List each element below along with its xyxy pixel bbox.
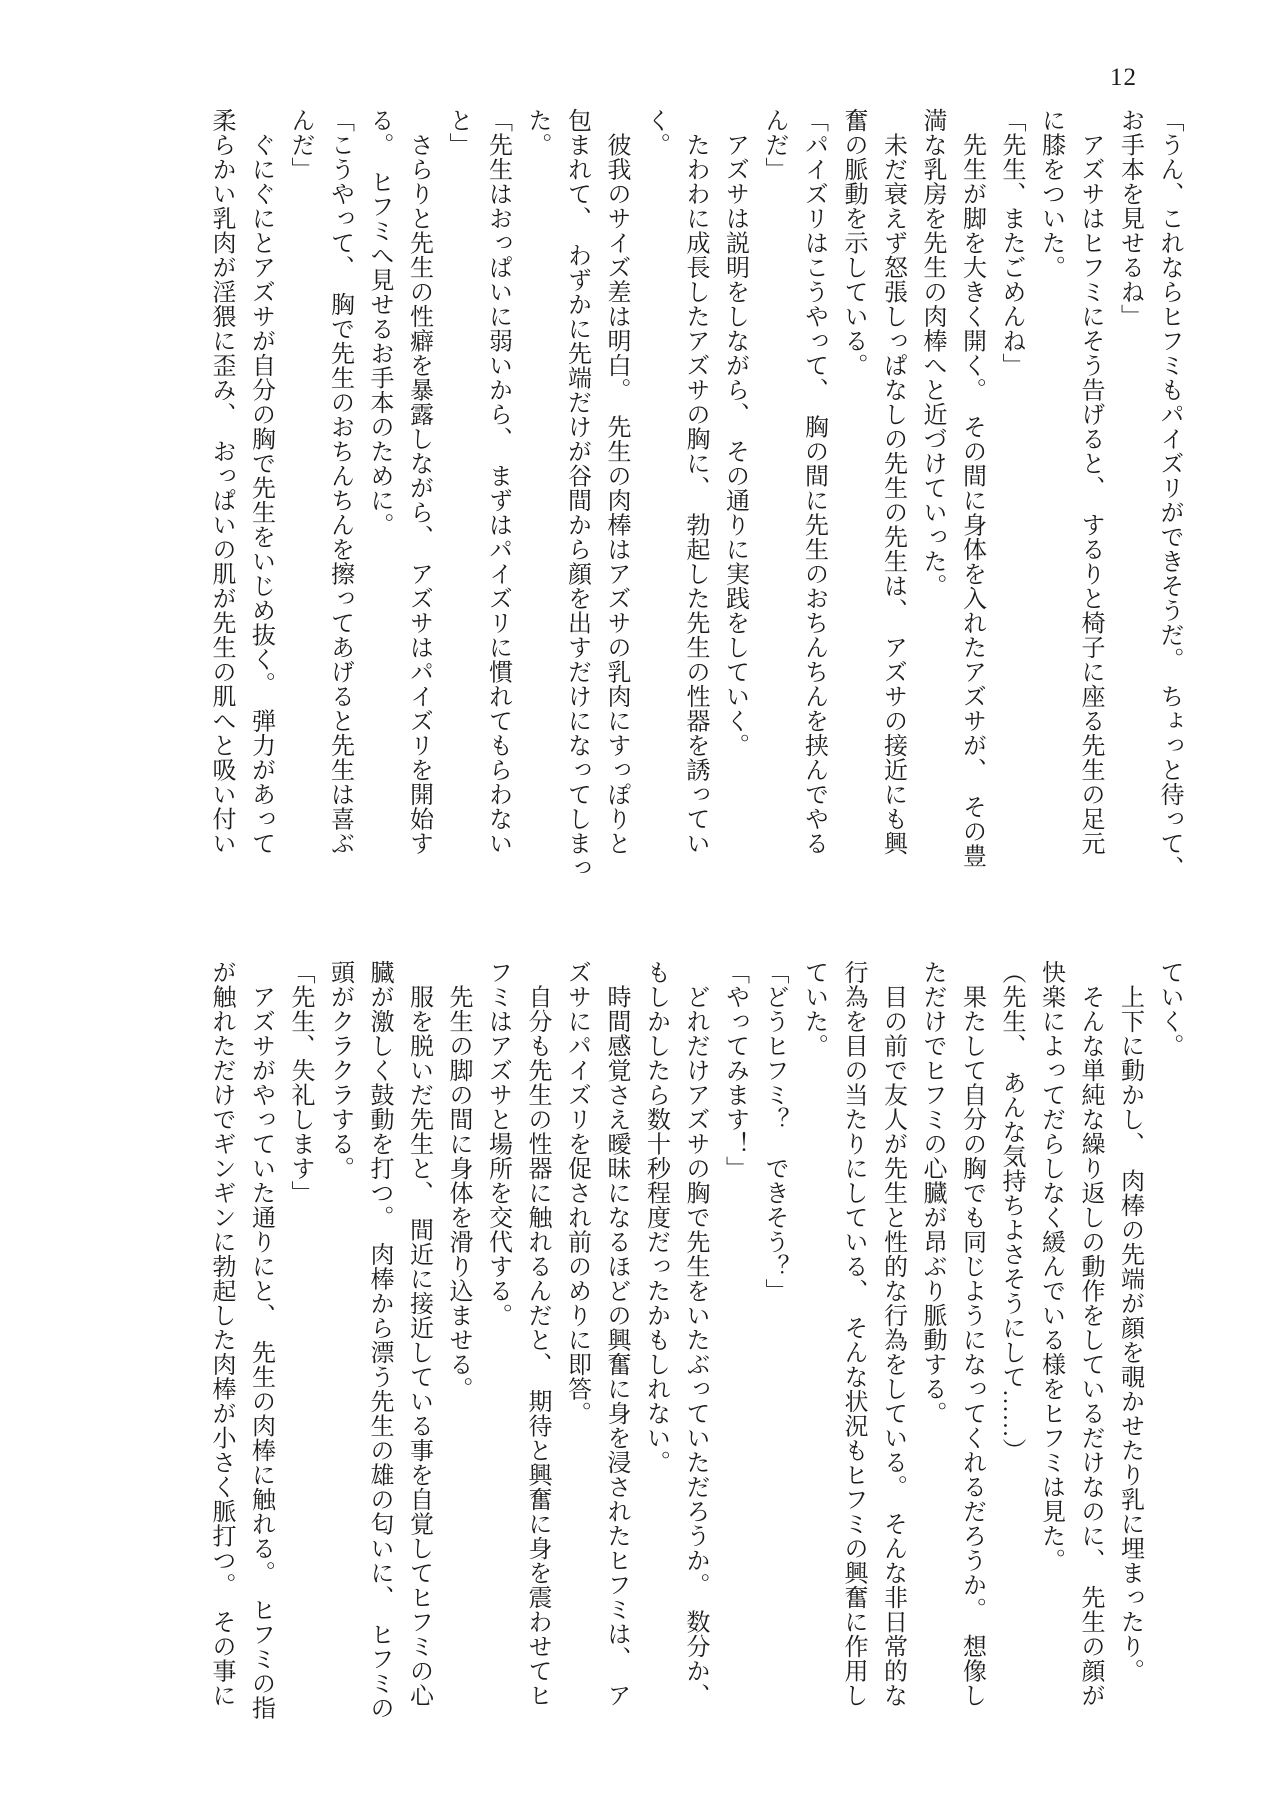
text-column: 柔らかい乳肉が淫猥に歪み、 おっぱいの肌が先生の肌へと吸い付い [208, 108, 234, 856]
text-column: 服を脱いだ先生と、 間近に接近している事を自覚してヒフミの心 [405, 960, 432, 1708]
text-column: 快楽によってだらしなく緩んでいる様をヒフミは見た。 [1037, 960, 1064, 1573]
text-column: と」 [445, 108, 471, 157]
text-column: 上下に動かし、 肉棒の先端が顔を覗かせたり乳に埋まったり。 [1116, 960, 1143, 1683]
text-column: ズサにパイズリを促され前のめりに即答。 [563, 960, 590, 1426]
text-column: 「先生、またごめんね」 [998, 108, 1024, 378]
text-band-bottom [188, 960, 1188, 1752]
text-column: んだ」 [287, 108, 313, 182]
text-column: た。 [524, 108, 550, 157]
text-column: んだ」 [761, 108, 787, 182]
text-column: 頭がクラクラする。 [326, 960, 353, 1181]
text-column: 「やってみます！」 [721, 960, 748, 1181]
text-column: もしかしたら数十秒程度だったかもしれない。 [642, 960, 669, 1475]
text-column: 彼我のサイズ差は明白。 先生の肉棒はアズサの乳肉にすっぽりと [603, 108, 629, 856]
text-column: （先生、 あんな気持ちよさそうにして……） [998, 960, 1024, 1463]
text-column: 行為を目の当たりにしている、 そんな状況もヒフミの興奮に作用し [840, 960, 866, 1708]
text-column: ぐにぐにとアズサが自分の胸で先生をいじめ抜く。 弾力があって [247, 108, 274, 856]
text-column: が触れただけでギンギンに勃起した肉棒が小さく脈打つ。 その事に [208, 960, 234, 1708]
text-column: アズサは説明をしながら、 その通りに実践をしていく。 [721, 108, 748, 758]
text-column: さらりと先生の性癖を暴露しながら、 アズサはパイズリを開始す [405, 108, 432, 856]
text-column: 奮の脈動を示している。 [840, 108, 866, 378]
text-column: 果たして自分の胸でも同じようになってくれるだろうか。 想像し [958, 960, 985, 1708]
text-column: どれだけアズサの胸で先生をいたぶっていただろうか。 数分か、 [682, 960, 708, 1708]
text-column: そんな単純な繰り返しの動作をしているだけなのに、 先生の顔が [1077, 960, 1103, 1708]
page-number: 12 [1110, 64, 1137, 91]
text-column: る。 ヒフミへ見せるお手本のために。 [366, 108, 392, 537]
text-column: ていく。 [1156, 960, 1182, 1058]
text-column: 「パイズリはこうやって、 胸の間に先生のおちんちんを挟んでやる [800, 108, 827, 856]
text-column: 臓が激しく鼓動を打つ。 肉棒から漂う先生の雄の匂いに、 ヒフミの [366, 960, 392, 1720]
text-column: 先生が脚を大きく開く。 その間に身体を入れたアズサが、 その豊 [958, 108, 985, 868]
text-column: に膝をついた。 [1037, 108, 1064, 280]
text-column: 「うん、これならヒフミもパイズリができそうだ。 ちょっと待って、 [1156, 108, 1182, 880]
text-column: 「こうやって、 胸で先生のおちんちんを擦ってあげると先生は喜ぶ [326, 108, 353, 856]
text-column: フミはアズサと場所を交代する。 [484, 960, 511, 1328]
text-column: ただけでヒフミの心臓が昂ぶり脈動する。 [919, 960, 945, 1426]
text-column: アズサがやっていた通りにと、 先生の肉棒に触れる。 ヒフミの指 [247, 960, 274, 1720]
text-column: く。 [642, 108, 669, 157]
text-column: 先生の脚の間に身体を滑り込ませる。 [445, 960, 471, 1401]
text-column: 未だ衰えず怒張しっぱなしの先生の先生は、 アズサの接近にも興 [879, 108, 906, 856]
text-column: ていた。 [800, 960, 827, 1058]
text-column: 目の前で友人が先生と性的な行為をしている。 そんな非日常的な [879, 960, 906, 1708]
text-column: 「どうヒフミ？ できそう？」 [761, 960, 787, 1303]
text-column: 時間感覚さえ曖昧になるほどの興奮に身を浸されたヒフミは、 ア [603, 960, 629, 1708]
text-column: たわわに成長したアズサの胸に、 勃起した先生の性器を誘ってい [682, 108, 708, 856]
text-column: 包まれて、 わずかに先端だけが谷間から顔を出すだけになってしまっ [563, 108, 590, 880]
text-column: 自分も先生の性器に触れるんだと、 期待と興奮に身を震わせてヒ [524, 960, 550, 1708]
text-column: 「先生はおっぱいに弱いから、 まずはパイズリに慣れてもらわない [484, 108, 511, 856]
text-column: お手本を見せるね」 [1116, 108, 1143, 329]
text-column: 「先生、失礼します」 [287, 960, 313, 1205]
text-column: 満な乳房を先生の肉棒へと近づけていった。 [919, 108, 945, 598]
text-column: アズサはヒフミにそう告げると、 するりと椅子に座る先生の足元 [1077, 108, 1103, 856]
text-band-top [188, 108, 1188, 900]
